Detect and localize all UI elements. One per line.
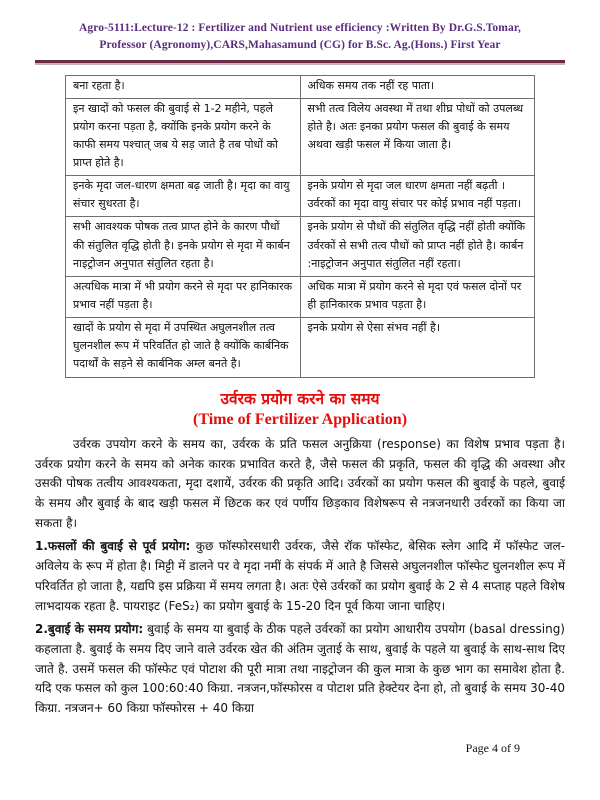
table-cell-right: इनके प्रयोग से पौधों की संतुलित वृद्धि नहीं होती क्योंकि उर्वरकों से सभी तत्व पौधों को प्राप्त नहीं होते है। कार्बन :नाइट्रोजन अनुपात संतुलित नहीं रहता। <box>300 217 535 276</box>
paragraph-at-sowing-application <box>35 620 565 720</box>
table-row <box>66 318 535 377</box>
table-cell-left: इन खादों को फसल की बुवाई से 1-2 महीने, पहले प्रयोग करना पड़ता है, क्योंकि इनके प्रयोग करने के काफी समय पश्चात् जब ये सड़ जाते है तब पोधों को प्राप्त होते है। <box>66 98 301 176</box>
section-title-english: (Time of Fertilizer Application) <box>192 410 408 428</box>
table-cell-right: सभी तत्व विलेय अवस्था में तथा शीघ्र पोधों को उपलब्ध होते है। अतः इनका प्रयोग फसल की बुवाई के समय अथवा खड़ी फसल में किया जाता है। <box>300 98 535 176</box>
table-cell-left: खादों के प्रयोग से मृदा में उपस्थित अघुलनशील तत्व घुलनशील रूप में परिवर्तित हो जाते है क्योंकि कार्बनिक पदार्थों के सड़ने से कार्बनिक अम्ल बनते है। <box>66 318 301 377</box>
paragraph-pre-sowing-application <box>35 537 565 617</box>
intro-paragraph: उर्वरक उपयोग करने के समय का, उर्वरक के प्रति फसल अनुक्रिया (response) का विशेष प्रभाव पड़ता है। उर्वरक प्रयोग करने के समय को अनेक कारक प्रभावित करते है, जैसे फसल की प्रकृति, फसल की वृद्धि की अवस्था और उसकी पोषक तत्वीय आवश्यकता, मृदा दशायें, उर्वरक की प्रकृति आदि। उर्वरकों का प्रयोग फसल की बुवाई के पहले, बुवाई के समय और बुवाई के बाद खड़ी फसल में छिटक कर एवं पर्णीय छिड़काव विशेषरूप से नत्रजनधारी उर्वरकों का किया जा सकता है। <box>35 436 565 531</box>
table-cell-right: इनके प्रयोग से मृदा जल धारण क्षमता नहीं बढ़ती । उर्वरकों का मृदा वायु संचार पर कोई प्रभाव नहीं पड़ता। <box>300 176 535 217</box>
table-cell-left: बना रहता है। <box>66 75 301 98</box>
table-cell-right: इनके प्रयोग से ऐसा संभव नहीं है। <box>300 318 535 377</box>
doc-header-line-1: Agro-5111:Lecture-12 : Fertilizer and Nutrient use efficiency :Written By Dr.G.S.Tomar, <box>79 22 521 34</box>
doc-header <box>35 20 565 55</box>
paragraph-lead-1: 1.फसलों की बुवाई से पूर्व प्रयोग: <box>35 539 191 554</box>
table-row <box>66 98 535 176</box>
table-cell-left: इनके मृदा जल-धारण क्षमता बढ़ जाती है। मृदा का वायु संचार सुधरता है। <box>66 176 301 217</box>
paragraph-body-2: बुवाई के समय या बुवाई के ठीक पहले उर्वरकों का प्रयोग आधारीय उपयोग (basal dressing) कहलाता है. बुवाई के समय दिए जाने वाले उर्वरक खेत की अंतिम जुताई के साथ, बुवाई के पहले या बुवाई के साथ-साथ दिए जाते है. उसमें फसल की फॉस्फेट एवं पोटाश की पूरी मात्रा तथा नाइट्रोजन की कुल मात्रा के कुछ भाग का समावेश होता है. यदि एक फसल को कुल 100:60:40 किग्रा. नत्रजन,फॉस्फोरस व पोटाश प्रति हेक्टेयर देना हो, तो बुवाई के समय 30-40 किग्रा. नत्रजन+ 60 किग्रा फॉस्फोरस + 40 किग्रा <box>35 621 565 716</box>
paragraph-body-1: कुछ फॉस्फोरसधारी उर्वरक, जैसे रॉक फॉस्फेट, बेसिक स्लेग आदि में फॉस्फेट जल-अविलेय के रूप में होता है। मिट्टी में डालने पर वे मृदा नमीं के संपर्क में आते है जिससे अघुलनशील फॉस्फेट घुलनशील रूप में परिवर्तित हो जाता है, यद्यपि इस प्रक्रिया में समय लगता है। अतः ऐसे उर्वरकों का प्रयोग बुवाई के 2 से 4 सप्ताह पहले विशेष लाभदायक रहता है. पायराइट (FeS₂) का प्रयोग बुवाई के 15-20 दिन पूर्व किया जाना चाहिए। <box>35 539 565 613</box>
table-cell-left: सभी आवश्यक पोषक तत्व प्राप्त होने के कारण पौधों की संतुलित वृद्धि होती है। इनके प्रयोग से मृदा में कार्बन नाइट्रोजन अनुपात संतुलित रहता है। <box>66 217 301 276</box>
paragraph-lead-2: 2.बुवाई के समय प्रयोग: <box>35 621 144 636</box>
table-cell-right: अधिक समय तक नहीं रह पाता। <box>300 75 535 98</box>
table-row <box>66 217 535 276</box>
table-row <box>66 176 535 217</box>
doc-header-line-2: Professor (Agronomy),CARS,Mahasamund (CG) for B.Sc. Ag.(Hons.) First Year <box>99 39 501 52</box>
manure-vs-fertilizer-table <box>65 75 535 378</box>
table-row <box>66 276 535 317</box>
table-row <box>66 75 535 98</box>
table-cell-left: अत्यधिक मात्रा में भी प्रयोग करने से मृदा पर हानिकारक प्रभाव नहीं पड़ता है। <box>66 276 301 317</box>
table-cell-right: अधिक मात्रा में प्रयोग करने से मृदा एवं फसल दोनों पर ही हानिकारक प्रभाव पड़ता है। <box>300 276 535 317</box>
header-divider-rule <box>35 60 565 65</box>
section-title-hindi: उर्वरक प्रयोग करने का समय <box>220 389 380 408</box>
page-number: Page 4 of 9 <box>465 741 520 755</box>
